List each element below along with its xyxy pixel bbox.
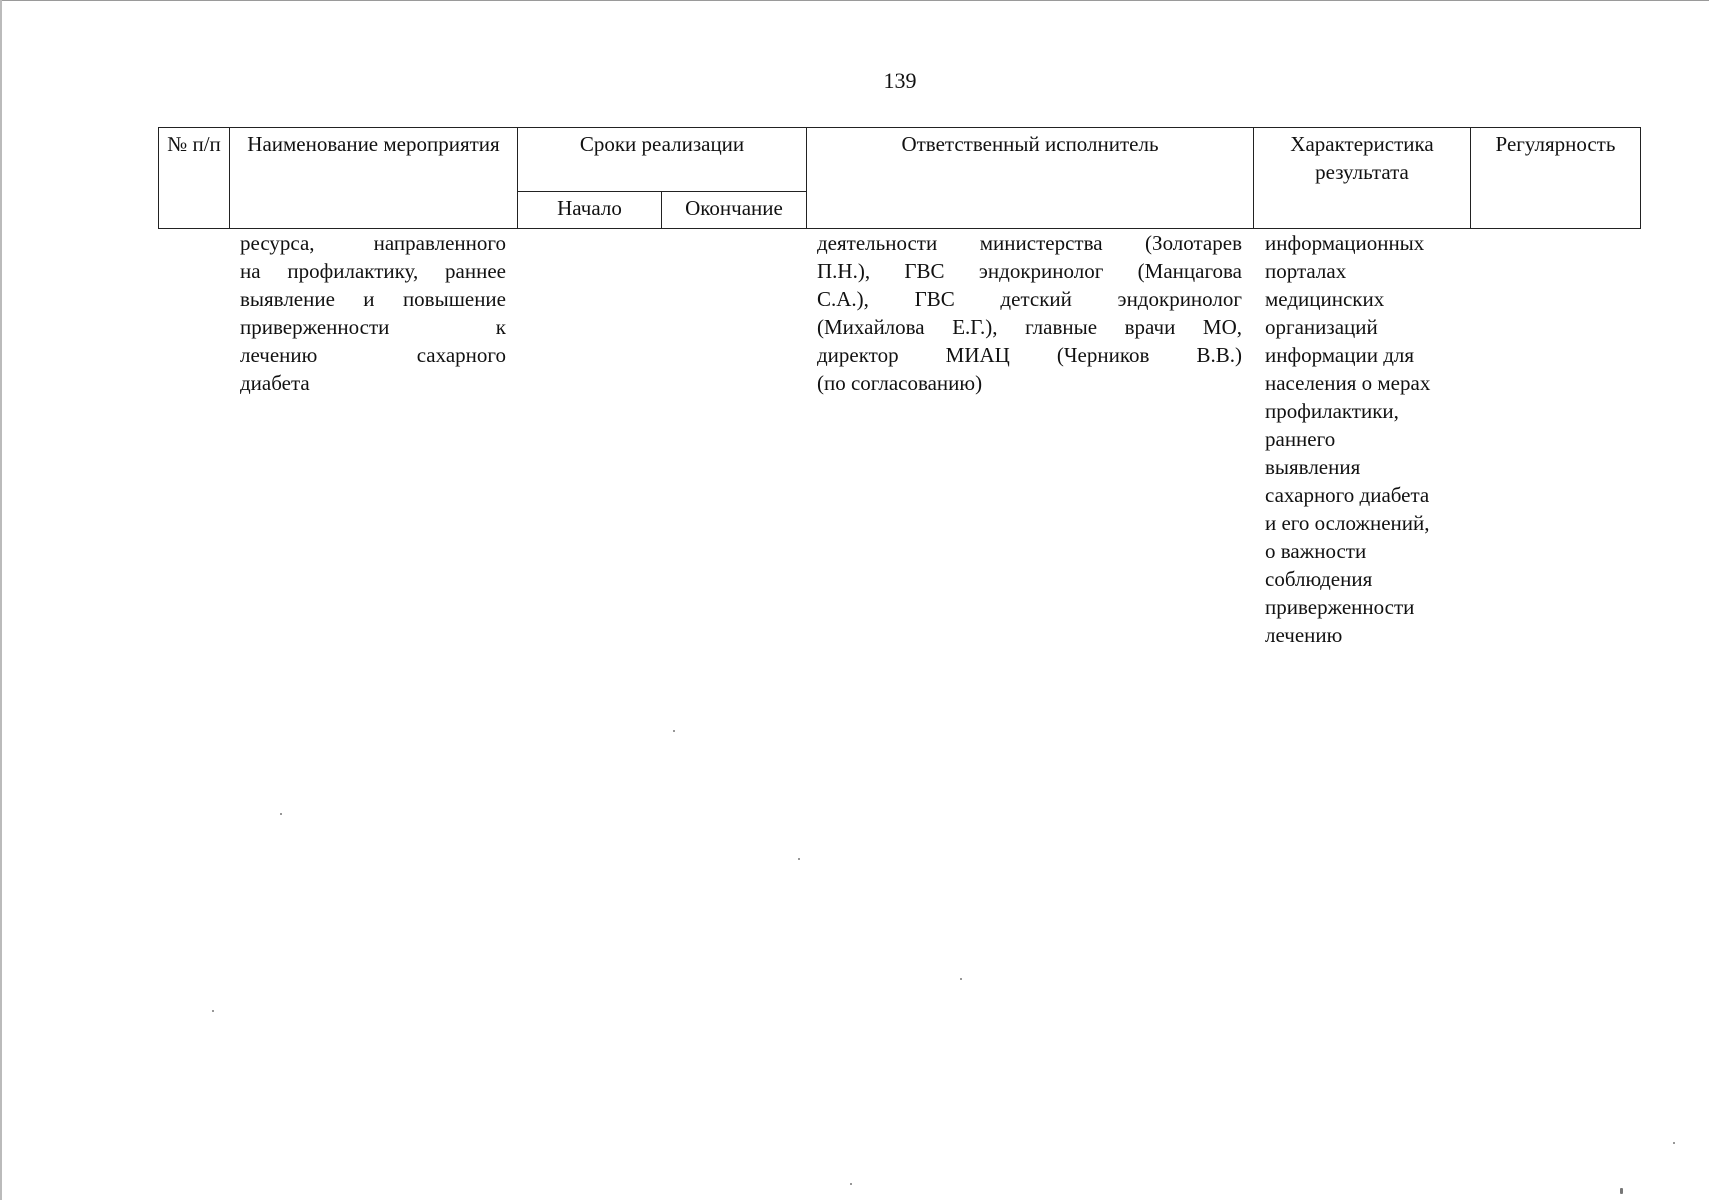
header-name: Наименование мероприятия <box>230 128 518 229</box>
text-line: на профилактику, раннее <box>240 259 506 283</box>
text-line: медицинских <box>1265 287 1385 311</box>
text-line: порталах <box>1265 259 1347 283</box>
text-line: населения о мерах <box>1265 371 1431 395</box>
header-executor: Ответственный исполнитель <box>807 128 1254 229</box>
text-line: ресурса, направленного <box>240 231 506 255</box>
scan-edge <box>0 0 1709 4</box>
scan-speck <box>673 730 675 732</box>
scan-speck <box>212 1010 214 1012</box>
scan-speck <box>850 1183 852 1185</box>
text-line: приверженности <box>1265 595 1415 619</box>
text-line: информационных <box>1265 231 1425 255</box>
text-line: (Михайлова Е.Г.), главные врачи МО, <box>817 315 1242 339</box>
cell-executor <box>817 229 1242 397</box>
text-line: С.А.), ГВС детский эндокринолог <box>817 287 1242 311</box>
text-line: выявления <box>1265 455 1361 479</box>
scan-speck <box>1620 1188 1623 1194</box>
scan-speck <box>280 813 282 815</box>
text-line: выявление и повышение <box>240 287 506 311</box>
header-num: № п/п <box>159 128 230 229</box>
text-line: П.Н.), ГВС эндокринолог (Манцагова <box>817 259 1242 283</box>
cell-result <box>1265 229 1465 649</box>
text-line: (по согласованию) <box>817 371 983 395</box>
header-regularity: Регулярность <box>1471 128 1641 229</box>
text-line: организаций <box>1265 315 1378 339</box>
table-header <box>158 127 1641 229</box>
text-line: диабета <box>240 371 310 395</box>
text-line: профилактики, <box>1265 399 1399 423</box>
scan-speck <box>798 858 800 860</box>
text-line: деятельности министерства (Золотарев <box>817 231 1242 255</box>
text-line: лечению сахарного <box>240 343 506 367</box>
text-line: сахарного диабета <box>1265 483 1430 507</box>
cell-event-name <box>240 229 506 397</box>
scan-edge-left <box>0 0 2 1200</box>
scan-speck <box>960 978 962 980</box>
header-terms: Сроки реализации <box>518 128 807 192</box>
text-line: и его осложнений, <box>1265 511 1430 535</box>
text-line: лечению <box>1265 623 1343 647</box>
page-number: 139 <box>883 68 917 93</box>
text-line: соблюдения <box>1265 567 1373 591</box>
header-start: Начало <box>518 192 662 229</box>
text-line: информации для <box>1265 343 1415 367</box>
header-result: Характеристика результата <box>1254 128 1471 229</box>
text-line: приверженности к <box>240 315 506 339</box>
text-line: о важности <box>1265 539 1367 563</box>
header-end: Окончание <box>662 192 807 229</box>
scan-speck <box>1673 1142 1675 1144</box>
text-line: раннего <box>1265 427 1336 451</box>
text-line: директор МИАЦ (Черников В.В.) <box>817 343 1242 367</box>
